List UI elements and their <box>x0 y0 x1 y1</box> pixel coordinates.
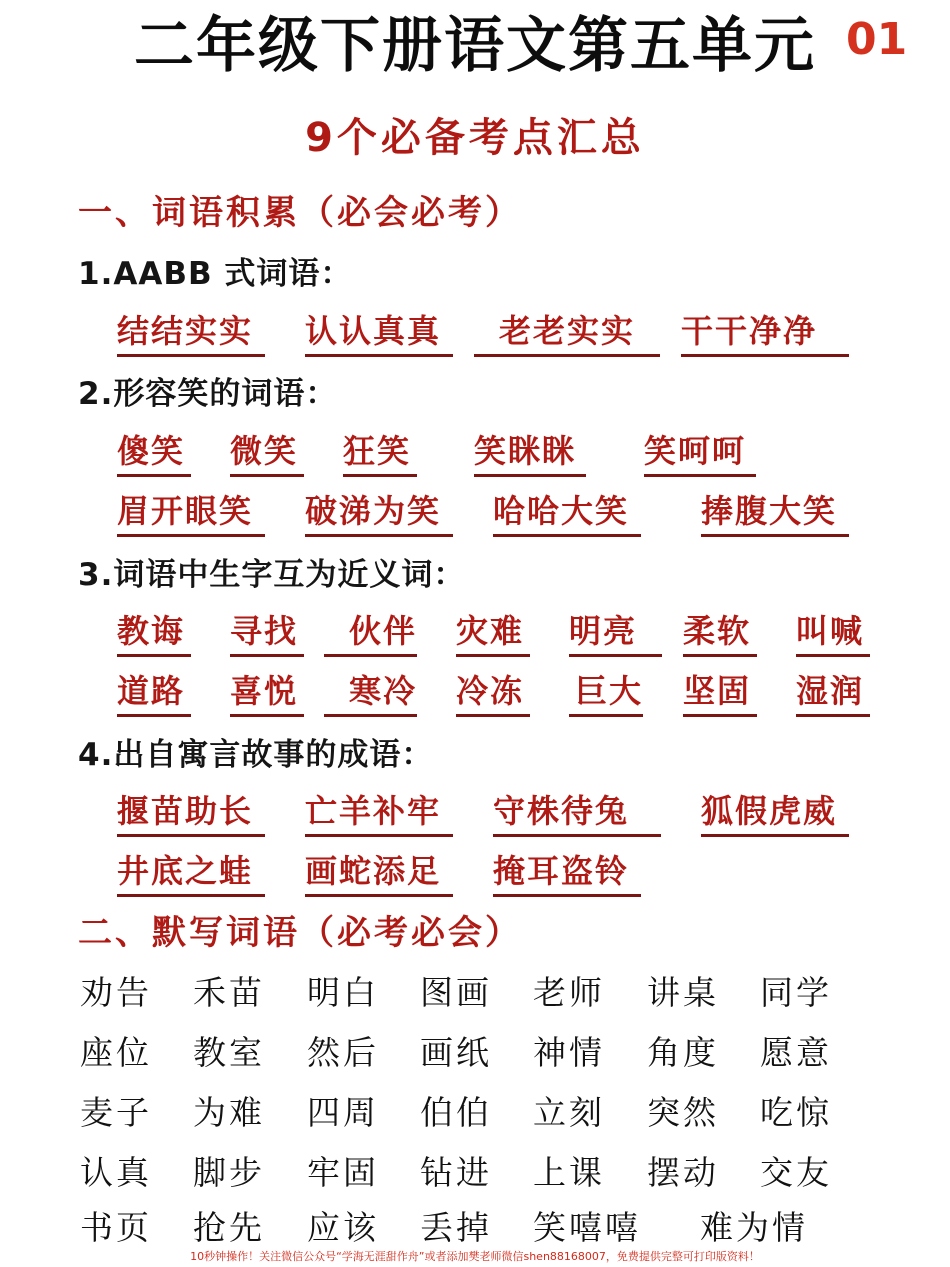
dictation-word: 座位 <box>80 1033 152 1072</box>
word: 掩耳盗铃 <box>493 850 641 897</box>
word: 坚固 <box>683 670 757 717</box>
word: 结结实实 <box>117 310 265 357</box>
dictation-word: 同学 <box>760 973 832 1012</box>
dictation-word: 然后 <box>307 1033 379 1072</box>
word: 教诲 <box>117 610 191 657</box>
dictation-word: 钻进 <box>420 1153 492 1192</box>
word: 冷冻 <box>456 670 530 717</box>
dictation-word: 应该 <box>307 1208 379 1247</box>
word: 明亮 <box>569 610 662 657</box>
word: 破涕为笑 <box>305 490 453 537</box>
footer-notice: 10秒钟操作！关注微信公众号“学海无涯甜作舟”或者添加樊老师微信shen88168007，免费提供完整可打印版资料！ <box>190 1250 760 1263</box>
page-title: 二年级下册语文第五单元 <box>134 11 816 81</box>
word: 眉开眼笑 <box>117 490 265 537</box>
dictation-word: 上课 <box>533 1153 605 1192</box>
dictation-word: 摆动 <box>647 1153 719 1192</box>
dictation-word: 难为情 <box>700 1208 808 1247</box>
word: 画蛇添足 <box>305 850 453 897</box>
subtitle: 9个必备考点汇总 <box>305 115 645 161</box>
word: 伙伴 <box>324 610 417 657</box>
dictation-word: 书页 <box>80 1208 152 1247</box>
item2-title: 2.形容笑的词语： <box>78 376 338 412</box>
word: 傻笑 <box>117 430 191 477</box>
word: 道路 <box>117 670 191 717</box>
word: 哈哈大笑 <box>493 490 641 537</box>
word-row <box>0 610 950 658</box>
dictation-word: 为难 <box>193 1093 265 1132</box>
word: 守株待兔 <box>493 790 661 837</box>
word: 揠苗助长 <box>117 790 265 837</box>
dictation-word: 老师 <box>533 973 605 1012</box>
dictation-word: 明白 <box>307 973 379 1012</box>
dictation-row <box>0 1150 950 1198</box>
word: 柔软 <box>683 610 757 657</box>
dictation-word: 教室 <box>193 1033 265 1072</box>
word: 亡羊补牢 <box>305 790 453 837</box>
dictation-word: 伯伯 <box>420 1093 492 1132</box>
dictation-word: 认真 <box>80 1153 152 1192</box>
dictation-word: 神情 <box>533 1033 605 1072</box>
word: 认认真真 <box>305 310 453 357</box>
dictation-word: 角度 <box>647 1033 719 1072</box>
dictation-word: 讲桌 <box>647 973 719 1012</box>
word: 老老实实 <box>474 310 660 357</box>
item4-title: 4.出自寓言故事的成语： <box>78 737 434 773</box>
word-row <box>0 790 950 838</box>
dictation-word: 图画 <box>420 973 492 1012</box>
dictation-word: 禾苗 <box>193 973 265 1012</box>
dictation-word: 画纸 <box>420 1033 492 1072</box>
dictation-row <box>0 1090 950 1138</box>
dictation-row <box>0 970 950 1018</box>
dictation-word: 抢先 <box>193 1208 265 1247</box>
word: 笑眯眯 <box>474 430 586 477</box>
dictation-row <box>0 1030 950 1078</box>
item1-title: 1.AABB 式词语： <box>78 256 353 292</box>
word: 笑呵呵 <box>644 430 756 477</box>
dictation-word: 交友 <box>760 1153 832 1192</box>
page-number: 01 <box>846 14 908 65</box>
word: 湿润 <box>796 670 870 717</box>
section2-title: 二、默写词语（必考必会） <box>78 913 522 953</box>
word-row <box>0 850 950 898</box>
dictation-word: 麦子 <box>80 1093 152 1132</box>
word: 狂笑 <box>343 430 417 477</box>
item3-title: 3.词语中生字互为近义词： <box>78 557 466 593</box>
word: 捧腹大笑 <box>701 490 849 537</box>
word: 微笑 <box>230 430 304 477</box>
dictation-row <box>0 1205 950 1253</box>
word: 喜悦 <box>230 670 304 717</box>
word: 狐假虎威 <box>701 790 849 837</box>
section1-title: 一、词语积累（必会必考） <box>78 193 522 233</box>
word: 叫喊 <box>796 610 870 657</box>
word: 井底之蛙 <box>117 850 265 897</box>
dictation-word: 愿意 <box>760 1033 832 1072</box>
word: 巨大 <box>569 670 643 717</box>
word-row <box>0 310 950 358</box>
dictation-word: 笑嘻嘻 <box>533 1208 641 1247</box>
word-row <box>0 670 950 718</box>
dictation-word: 立刻 <box>533 1093 605 1132</box>
dictation-word: 四周 <box>307 1093 379 1132</box>
dictation-word: 劝告 <box>80 973 152 1012</box>
dictation-word: 脚步 <box>193 1153 265 1192</box>
dictation-word: 牢固 <box>307 1153 379 1192</box>
dictation-word: 吃惊 <box>760 1093 832 1132</box>
word: 寒冷 <box>324 670 417 717</box>
word: 寻找 <box>230 610 304 657</box>
word: 灾难 <box>456 610 530 657</box>
dictation-word: 丢掉 <box>420 1208 492 1247</box>
word-row <box>0 490 950 538</box>
dictation-word: 突然 <box>647 1093 719 1132</box>
word: 干干净净 <box>681 310 849 357</box>
word-row <box>0 430 950 478</box>
